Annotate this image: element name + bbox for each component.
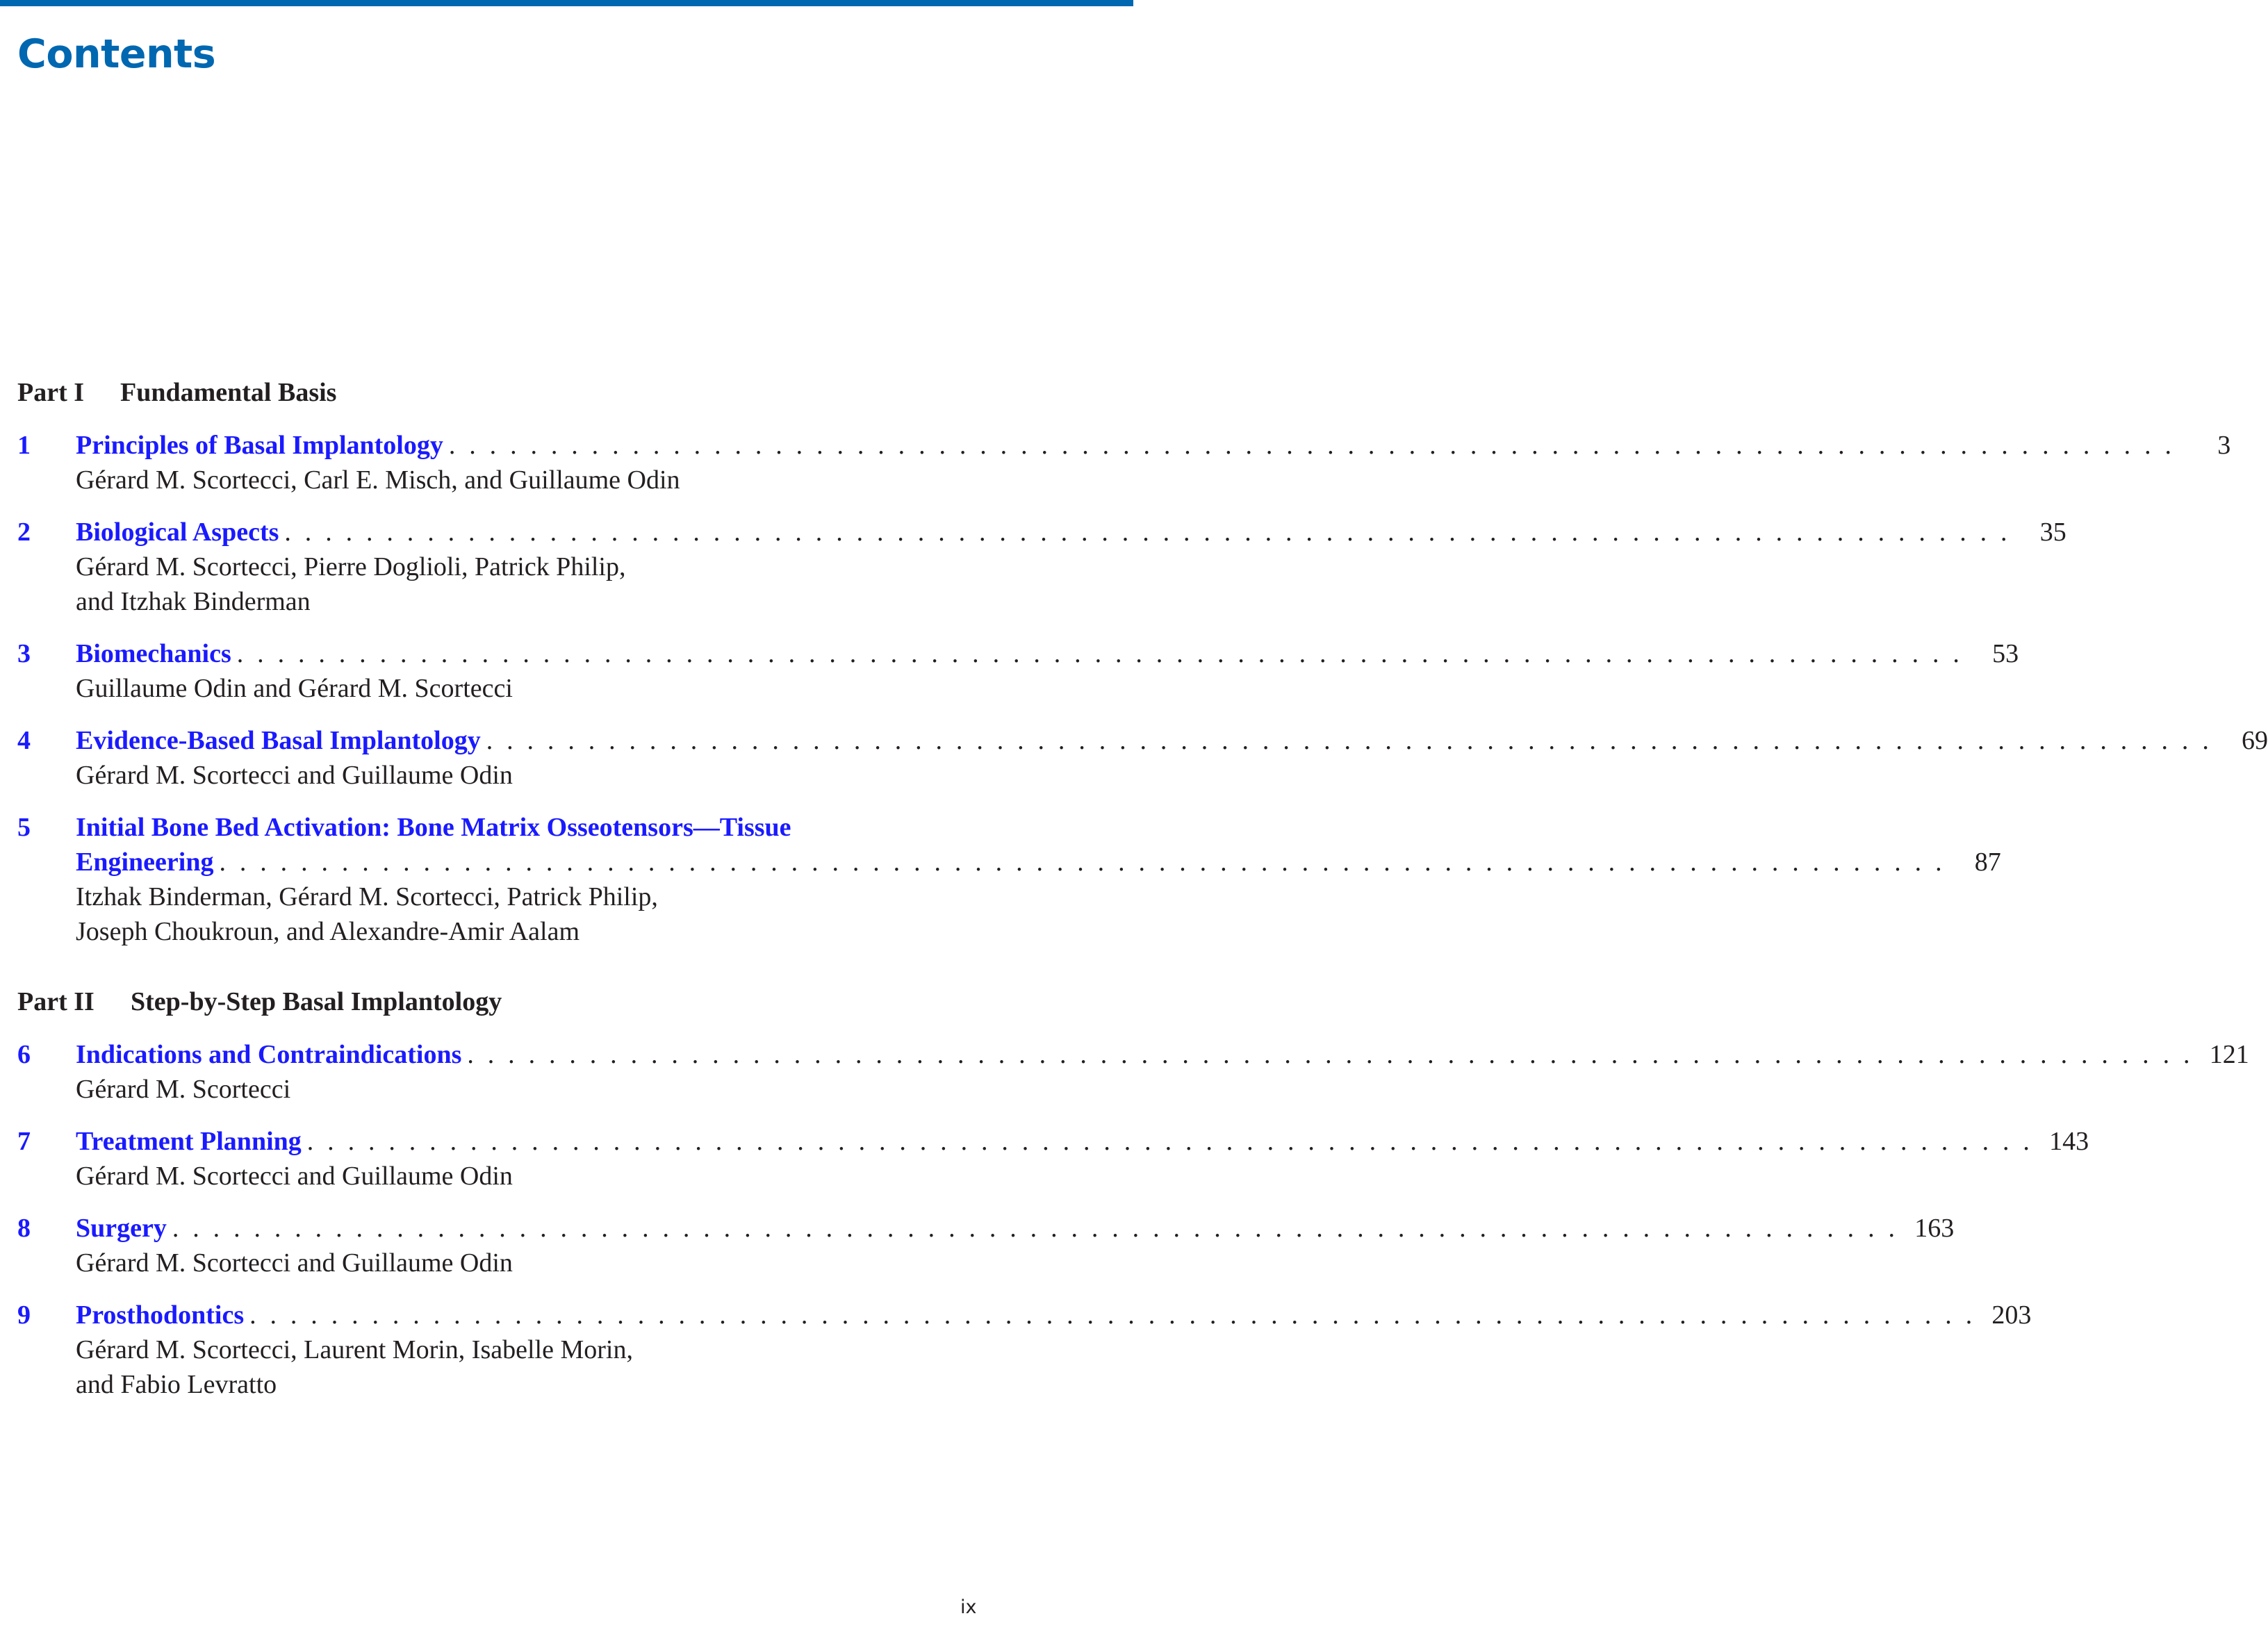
- part-heading: [17, 375, 336, 410]
- chapter-number[interactable]: 8: [17, 1214, 31, 1243]
- chapter-number[interactable]: 5: [17, 813, 31, 842]
- dot-leader: . . . . . . . . . . . . . . . . . . . . . . . . . . . . . . . . . . . . . . . . . . . . . . . . . . . . . . . . . . . . . . . . . . . . . . . . . . . . . . . . . . . . .: [467, 1040, 2194, 1069]
- part-label: Part II: [17, 987, 94, 1016]
- chapter-authors: Gérard M. Scortecci and Guillaume Odin: [76, 1248, 513, 1278]
- chapter-authors: and Itzhak Binderman: [76, 587, 311, 616]
- chapter-authors: Gérard M. Scortecci and Guillaume Odin: [76, 761, 513, 790]
- toc-entry-row: [76, 1211, 1955, 1246]
- chapter-authors: Gérard M. Scortecci: [76, 1075, 291, 1104]
- dot-leader: . . . . . . . . . . . . . . . . . . . . . . . . . . . . . . . . . . . . . . . . . . . . . . . . . . . . . . . . . . . . . . . . . . . . . . . . . . . . . . . . . . . . .: [306, 1127, 2034, 1156]
- page-title: Contents: [17, 31, 216, 77]
- chapter-number[interactable]: 3: [17, 639, 31, 668]
- dot-leader: . . . . . . . . . . . . . . . . . . . . . . . . . . . . . . . . . . . . . . . . . . . . . . . . . . . . . . . . . . . . . . . . . . . . . . . . . . . . . . . . . . . . .: [236, 639, 1964, 668]
- chapter-title-link[interactable]: Evidence-Based Basal Implantology: [76, 726, 481, 755]
- toc-entry-row: [76, 636, 2019, 671]
- dot-leader: . . . . . . . . . . . . . . . . . . . . . . . . . . . . . . . . . . . . . . . . . . . . . . . . . . . . . . . . . . . . . . . . . . . . . . . . . . . . . . . . . . . . .: [486, 726, 2213, 755]
- chapter-authors: and Fabio Levratto: [76, 1370, 277, 1399]
- page-number: 203: [1991, 1300, 2032, 1330]
- page-folio: ix: [960, 1596, 977, 1618]
- dot-leader: . . . . . . . . . . . . . . . . . . . . . . . . . . . . . . . . . . . . . . . . . . . . . . . . . . . . . . . . . . . . . . . . . . . . . . . . . . . . . . . . . . . . .: [172, 1214, 1899, 1243]
- chapter-number[interactable]: 2: [17, 518, 31, 547]
- page-number: 87: [1974, 848, 2001, 877]
- chapter-title-link[interactable]: Engineering: [76, 848, 214, 877]
- chapter-title-link[interactable]: Indications and Contraindications: [76, 1040, 462, 1069]
- toc-entry-row: [76, 515, 2066, 550]
- chapter-authors: Joseph Choukroun, and Alexandre-Amir Aalam: [76, 917, 580, 946]
- chapter-number[interactable]: 6: [17, 1040, 31, 1069]
- chapter-title-link[interactable]: Biological Aspects: [76, 518, 279, 547]
- toc-entry-row: [76, 428, 2231, 463]
- chapter-title-link[interactable]: Initial Bone Bed Activation: Bone Matrix Osseotensors—Tissue: [76, 813, 791, 842]
- page-number: 163: [1914, 1214, 1955, 1243]
- page-number: 35: [2039, 518, 2066, 547]
- chapter-number[interactable]: 4: [17, 726, 31, 755]
- part-label: Part I: [17, 378, 85, 407]
- chapter-authors: Gérard M. Scortecci, Laurent Morin, Isabelle Morin,: [76, 1335, 633, 1364]
- chapter-title-link[interactable]: Surgery: [76, 1214, 167, 1243]
- chapter-number[interactable]: 7: [17, 1127, 31, 1156]
- chapter-authors: Gérard M. Scortecci, Carl E. Misch, and Guillaume Odin: [76, 465, 680, 495]
- page-number: 121: [2209, 1040, 2249, 1069]
- chapter-number[interactable]: 1: [17, 431, 31, 460]
- chapter-authors: Gérard M. Scortecci, Pierre Doglioli, Patrick Philip,: [76, 552, 626, 581]
- toc-entry-row: [76, 845, 2001, 879]
- toc-entry-row: [76, 810, 977, 845]
- chapter-number[interactable]: 9: [17, 1300, 31, 1330]
- chapter-authors: Guillaume Odin and Gérard M. Scortecci: [76, 674, 513, 703]
- page-number: 143: [2049, 1127, 2089, 1156]
- toc-entry-row: [76, 1298, 2032, 1332]
- page-number: 3: [2217, 431, 2231, 460]
- page-number: 69: [2242, 726, 2268, 755]
- top-rule: [0, 0, 1133, 6]
- part-title: Step-by-Step Basal Implantology: [131, 987, 502, 1016]
- toc-entry-row: [76, 1037, 2249, 1072]
- chapter-title-link[interactable]: Biomechanics: [76, 639, 231, 668]
- chapter-title-link[interactable]: Prosthodontics: [76, 1300, 245, 1330]
- toc-entry-row: [76, 723, 2268, 758]
- chapter-authors: Gérard M. Scortecci and Guillaume Odin: [76, 1162, 513, 1191]
- chapter-authors: Itzhak Binderman, Gérard M. Scortecci, Patrick Philip,: [76, 882, 658, 911]
- part-heading: [17, 984, 502, 1019]
- dot-leader: . . . . . . . . . . . . . . . . . . . . . . . . . . . . . . . . . . . . . . . . . . . . . . . . . . . . . . . . . . . . . . . . . . . . . . . . . . . . . . . . . . . . .: [448, 431, 2176, 460]
- part-title: Fundamental Basis: [120, 378, 337, 407]
- page-number: 53: [1992, 639, 2019, 668]
- dot-leader: . . . . . . . . . . . . . . . . . . . . . . . . . . . . . . . . . . . . . . . . . . . . . . . . . . . . . . . . . . . . . . . . . . . . . . . . . . . . . . . . . . . . .: [219, 848, 1946, 877]
- toc-entry-row: [76, 1124, 2089, 1159]
- dot-leader: . . . . . . . . . . . . . . . . . . . . . . . . . . . . . . . . . . . . . . . . . . . . . . . . . . . . . . . . . . . . . . . . . . . . . . . . . . . . . . . . . . . . .: [284, 518, 2011, 547]
- chapter-title-link[interactable]: Principles of Basal Implantology: [76, 431, 443, 460]
- chapter-title-link[interactable]: Treatment Planning: [76, 1127, 302, 1156]
- dot-leader: . . . . . . . . . . . . . . . . . . . . . . . . . . . . . . . . . . . . . . . . . . . . . . . . . . . . . . . . . . . . . . . . . . . . . . . . . . . . . . . . . . . . .: [249, 1300, 1976, 1330]
